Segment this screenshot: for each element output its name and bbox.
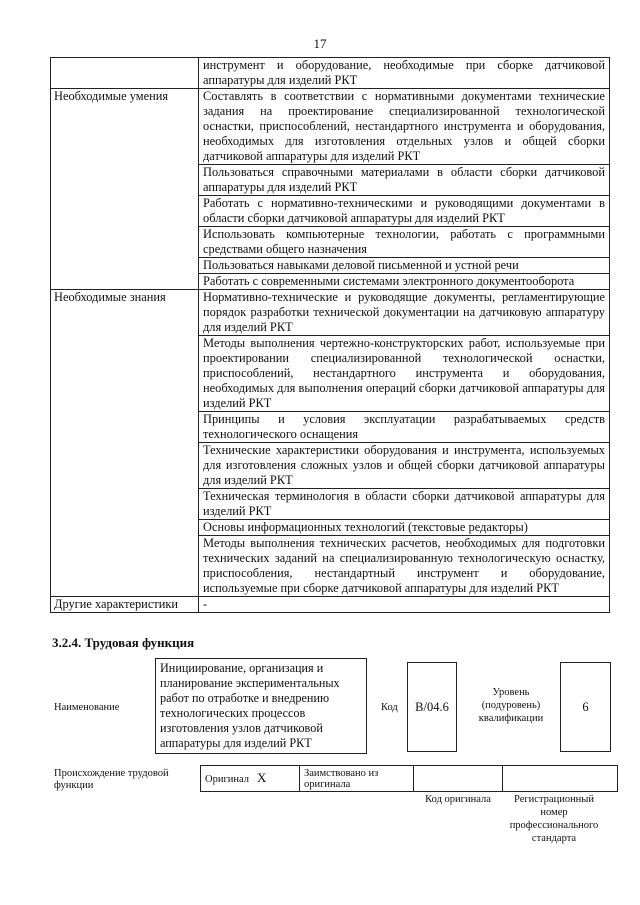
row-item: Пользоваться навыками деловой письменной и устной речи xyxy=(199,258,610,274)
row-item: Основы информационных технологий (текстовые редакторы) xyxy=(199,520,610,536)
row-item: Пользоваться справочными материалами в области сборки датчиковой аппаратуры для изделий РКТ xyxy=(199,165,610,196)
qualification-level-value xyxy=(560,662,611,752)
row-item: - xyxy=(199,597,610,613)
origin-original-mark: X xyxy=(257,770,267,785)
origin-borrowed-cell: Заимствовано из оригинала xyxy=(300,766,414,792)
competency-table xyxy=(50,57,610,613)
row-item: Методы выполнения чертежно-конструкторских работ, используемые при проектировании специализированной технологической оснастки, приспособлений, нестандартного инструмента и оборудования, необходимых для выполнения операций сборки датчиковой аппаратуры для изделий РКТ xyxy=(199,336,610,412)
function-name-value: Инициирование, организация и планирование экспериментальных работ по отработке и внедрению технологических процессов изготовления узлов датчиковой аппаратуры для изделий РКТ xyxy=(155,658,367,754)
section-heading: 3.2.4. Трудовая функция xyxy=(52,635,195,650)
row-label xyxy=(51,58,199,89)
page-number: 17 xyxy=(313,36,327,51)
origin-code-cell xyxy=(414,766,503,792)
row-item: Принципы и условия эксплуатации разрабатываемых средств технологического оснащения xyxy=(199,412,610,443)
origin-original-cell xyxy=(201,766,300,792)
qualification-level-text: 6 xyxy=(582,699,589,714)
function-code-text: B/04.6 xyxy=(415,699,449,714)
row-item: Методы выполнения технических расчетов, необходимых для подготовки технических заданий на специализированную технологическую оснастку, приспособления, нестандартный инструмент и оборудование, используемые при сборке датчиковой аппаратуры для изделий РКТ xyxy=(199,536,610,597)
origin-code-caption: Код оригинала xyxy=(425,794,491,805)
row-item: Работать с нормативно-техническими и руководящими документами в области сборки датчиковой аппаратуры для изделий РКТ xyxy=(199,196,610,227)
row-item: Составлять в соответствии с нормативными документами технические задания на проектирование специализированной технологической оснастки, приспособлений, нестандартного инструмента и оборудования, необходимых для изготовления отдельных узлов и общей сборки датчиковой аппаратуры для изделий РКТ xyxy=(199,89,610,165)
origin-reg-number-cell xyxy=(503,766,618,792)
qualification-level-label: Уровень (подуровень) квалификации xyxy=(478,687,544,724)
row-item: Технические характеристики оборудования и инструмента, используемых для изготовления сложных узлов и общей сборки датчиковой аппаратуры для изделий РКТ xyxy=(199,443,610,489)
origin-table xyxy=(200,765,618,792)
table-row xyxy=(51,89,610,165)
table-row xyxy=(51,597,610,613)
origin-original-label: Оригинал xyxy=(205,774,249,785)
row-item: инструмент и оборудование, необходимые при сборке датчиковой аппаратуры для изделий РКТ xyxy=(199,58,610,89)
function-name-label: Наименование xyxy=(54,702,120,713)
row-item: Использовать компьютерные технологии, работать с программными средствами общего назначения xyxy=(199,227,610,258)
row-item: Работать с современными системами электронного документооборота xyxy=(199,274,610,290)
row-label: Необходимые умения xyxy=(51,89,199,290)
origin-reg-caption: Регистрационный номер профессионального стандарта xyxy=(509,794,599,844)
row-label: Другие характеристики xyxy=(51,597,199,613)
row-item: Техническая терминология в области сборки датчиковой аппаратуры для изделий РКТ xyxy=(199,489,610,520)
function-code-label: Код xyxy=(381,702,398,713)
origin-label: Происхождение трудовой функции xyxy=(54,768,169,791)
table-row xyxy=(51,290,610,336)
table-row xyxy=(51,58,610,89)
row-item: Нормативно-технические и руководящие документы, регламентирующие порядок разработки технической документации на датчиковую аппаратуру для изделий РКТ xyxy=(199,290,610,336)
row-label: Необходимые знания xyxy=(51,290,199,597)
function-code-value xyxy=(407,662,457,752)
